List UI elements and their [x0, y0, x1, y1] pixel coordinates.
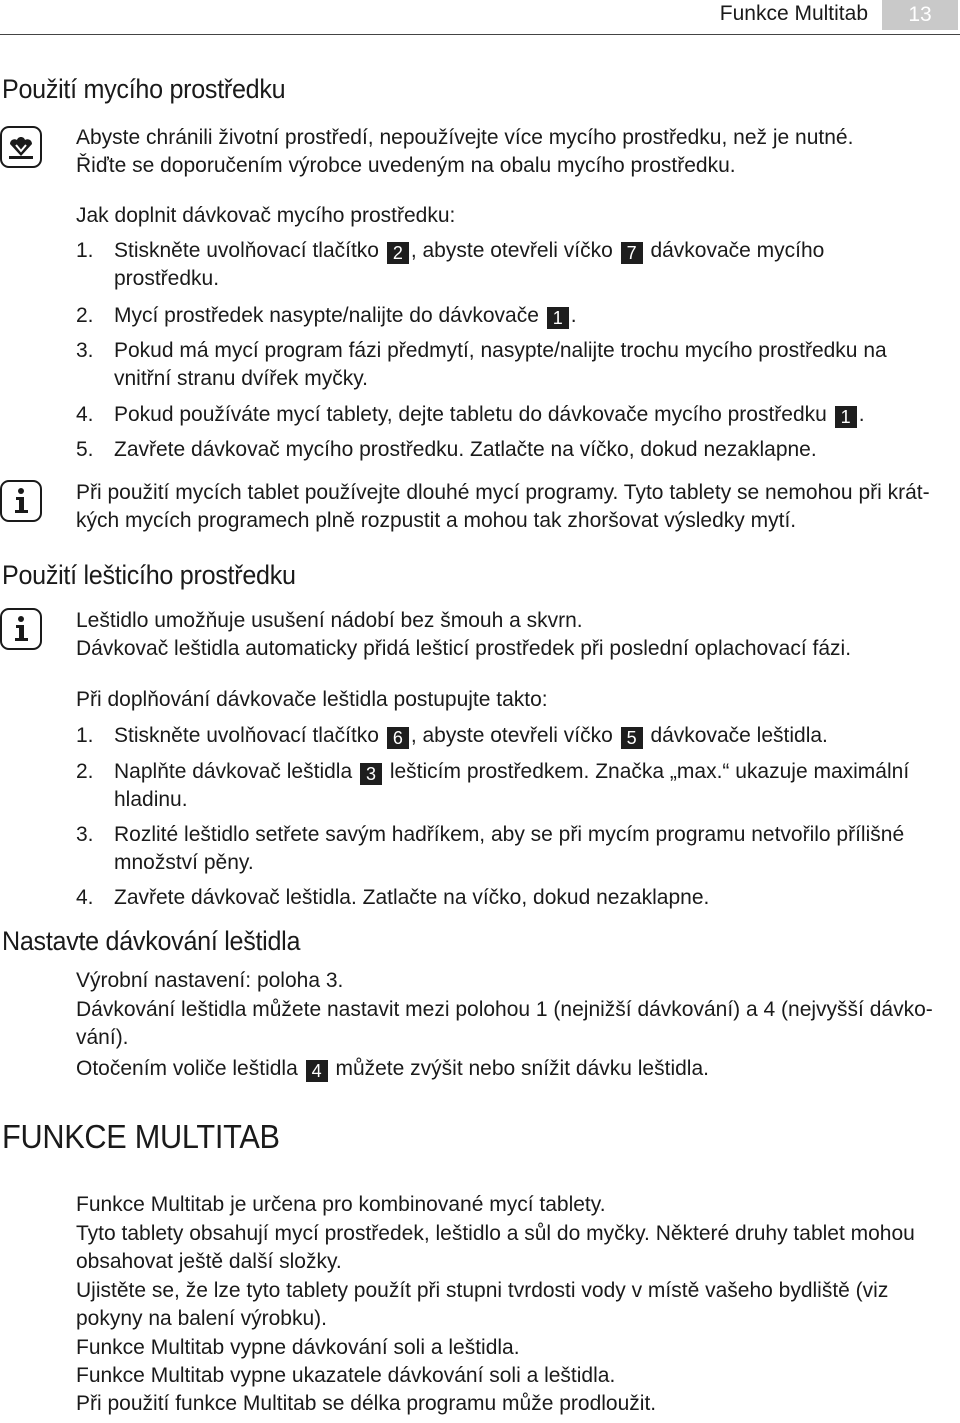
paragraph: Leštidlo umožňuje usušení nádobí bez šmouh a skvrn. [76, 609, 583, 632]
step-number: 5. [76, 438, 94, 461]
paragraph-continued: obsahovat ještě další složky. [76, 1250, 342, 1273]
step-number: 1. [76, 724, 94, 747]
environment-icon [0, 126, 42, 168]
running-header: Funkce Multitab [719, 2, 868, 25]
step-number: 3. [76, 339, 94, 362]
step-number: 4. [76, 403, 94, 426]
section-title-rinse-aid: Použití lešticího prostředku [2, 560, 296, 590]
step-text: Zavřete dávkovač mycího prostředku. Zatlačte na víčko, dokud nezaklapne. [114, 438, 817, 461]
step-text-continued: vnitřní stranu dvířek myčky. [114, 367, 369, 390]
paragraph: Funkce Multitab vypne ukazatele dávkování soli a leštidla. [76, 1364, 616, 1387]
step-number: 1. [76, 239, 94, 262]
page-number: 13 [882, 0, 958, 30]
paragraph: Funkce Multitab vypne dávkování soli a leštidla. [76, 1336, 520, 1359]
header-divider [0, 34, 960, 35]
part-number-badge: 1 [547, 307, 569, 329]
paragraph: Při použití funkce Multitab se délka programu může prodloužit. [76, 1392, 657, 1415]
step-number: 2. [76, 760, 94, 783]
paragraph: Výrobní nastavení: poloha 3. [76, 969, 344, 992]
step-number: 4. [76, 886, 94, 909]
paragraph: Ujistěte se, že lze tyto tablety použít při stupni tvrdosti vody v místě vašeho bydliště (viz [76, 1279, 889, 1302]
part-number-badge: 2 [387, 242, 409, 264]
step-number: 2. [76, 304, 94, 327]
step-text: Mycí prostředek nasypte/nalijte do dávkovače 1 . [114, 304, 577, 328]
paragraph: Tyto tablety obsahují mycí prostředek, leštidlo a sůl do myčky. Některé druhy tablet mohou [76, 1222, 915, 1245]
paragraph-continued: pokyny na balení výrobku). [76, 1307, 327, 1330]
step-text-continued: prostředku. [114, 267, 220, 290]
step-text: Stiskněte uvolňovací tlačítko 6 , abyste otevřeli víčko 5 dávkovače leštidla. [114, 724, 828, 748]
paragraph: Funkce Multitab je určena pro kombinované mycí tablety. [76, 1193, 606, 1216]
paragraph: Abyste chránili životní prostředí, nepoužívejte více mycího prostředku, než je nutné. [76, 126, 854, 149]
step-text: Pokud používáte mycí tablety, dejte tabletu do dávkovače mycího prostředku 1 . [114, 403, 865, 427]
step-text: Naplňte dávkovač leštidla 3 lešticím prostředkem. Značka „max.“ ukazuje maximální [114, 760, 910, 784]
info-note-continued: kých mycích programech plně rozpustit a mohou tak zhoršovat výsledky mytí. [76, 509, 797, 532]
step-text-continued: hladinu. [114, 788, 188, 811]
part-number-badge: 4 [306, 1060, 328, 1082]
instruction-intro: Jak doplnit dávkovač mycího prostředku: [76, 204, 456, 227]
info-icon [0, 608, 42, 650]
step-text: Rozlité leštidlo setřete savým hadříkem, aby se při mycím programu netvořilo přílišné [114, 823, 905, 846]
info-icon [0, 480, 42, 522]
step-number: 3. [76, 823, 94, 846]
paragraph: Otočením voliče leštidla 4 můžete zvýšit nebo snížit dávku leštidla. [76, 1057, 709, 1081]
paragraph-continued: vání). [76, 1026, 129, 1049]
part-number-badge: 7 [621, 242, 643, 264]
step-text: Stiskněte uvolňovací tlačítko 2 , abyste otevřeli víčko 7 dávkovače mycího [114, 239, 825, 263]
part-number-badge: 3 [360, 763, 382, 785]
paragraph: Dávkovač leštidla automaticky přidá lešticí prostředek při poslední oplachovací fázi. [76, 637, 852, 660]
section-title-rinse-aid-dosage: Nastavte dávkování leštidla [2, 926, 301, 956]
instruction-intro: Při doplňování dávkovače leštidla postupujte takto: [76, 688, 548, 711]
part-number-badge: 6 [387, 727, 409, 749]
step-text: Pokud má mycí program fázi předmytí, nasypte/nalijte trochu mycího prostředku na [114, 339, 887, 362]
info-note: Při použití mycích tablet používejte dlouhé mycí programy. Tyto tablety se nemohou při krát- [76, 481, 930, 504]
section-title-detergent: Použití mycího prostředku [2, 74, 286, 104]
part-number-badge: 5 [621, 727, 643, 749]
step-text: Zavřete dávkovač leštidla. Zatlačte na víčko, dokud nezaklapne. [114, 886, 710, 909]
chapter-title-multitab: FUNKCE MULTITAB [2, 1118, 280, 1155]
paragraph: Dávkování leštidla můžete nastavit mezi polohou 1 (nejnižší dávkování) a 4 (nejvyšší dávko- [76, 998, 933, 1021]
step-text-continued: množství pěny. [114, 851, 254, 874]
paragraph: Řiďte se doporučením výrobce uvedeným na obalu mycího prostředku. [76, 154, 736, 177]
part-number-badge: 1 [835, 406, 857, 428]
